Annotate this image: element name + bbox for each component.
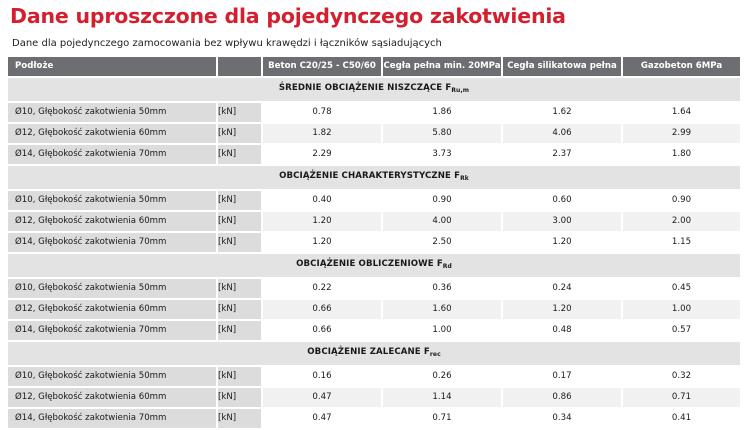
value-cell: 0.45 (623, 279, 740, 300)
value-cell: 1.82 (263, 124, 383, 145)
value-cell: 2.00 (623, 212, 740, 233)
section-row (8, 78, 740, 103)
value-cell: 0.90 (623, 191, 740, 212)
header-row (8, 57, 740, 78)
value-cell: 3.00 (503, 212, 623, 233)
value-cell: 0.71 (383, 409, 503, 430)
row-unit: [kN] (218, 103, 263, 124)
row-label: Ø10, Głębokość zakotwienia 50mm (8, 367, 218, 388)
value-cell: 0.60 (503, 191, 623, 212)
value-cell: 1.64 (623, 103, 740, 124)
value-cell: 0.47 (263, 409, 383, 430)
section-heading-text: OBCIĄŻENIE CHARAKTERYSTYCZNE F (279, 171, 461, 181)
load-table (8, 57, 740, 430)
value-cell: 0.66 (263, 300, 383, 321)
row-unit: [kN] (218, 367, 263, 388)
row-unit: [kN] (218, 388, 263, 409)
row-unit: [kN] (218, 191, 263, 212)
value-cell: 5.80 (383, 124, 503, 145)
value-cell: 1.14 (383, 388, 503, 409)
row-unit: [kN] (218, 409, 263, 430)
table-row (8, 300, 740, 321)
row-unit: [kN] (218, 321, 263, 342)
section-row (8, 342, 740, 367)
value-cell: 0.32 (623, 367, 740, 388)
table-row (8, 279, 740, 300)
value-cell: 0.40 (263, 191, 383, 212)
section-heading-text: OBCIĄŻENIE ZALECANE F (307, 347, 430, 357)
row-label: Ø14, Głębokość zakotwienia 70mm (8, 145, 218, 166)
header-cell-concrete: Beton C20/25 - C50/60 (263, 57, 383, 78)
value-cell: 0.17 (503, 367, 623, 388)
value-cell: 1.60 (383, 300, 503, 321)
section-heading-subscript: rec (429, 351, 441, 358)
value-cell: 0.22 (263, 279, 383, 300)
row-label: Ø12, Głębokość zakotwienia 60mm (8, 212, 218, 233)
value-cell: 0.34 (503, 409, 623, 430)
row-unit: [kN] (218, 300, 263, 321)
value-cell: 4.06 (503, 124, 623, 145)
section-heading (8, 78, 740, 103)
section-heading (8, 254, 740, 279)
value-cell: 2.29 (263, 145, 383, 166)
value-cell: 1.00 (623, 300, 740, 321)
header-cell-aerated-concrete: Gazobeton 6MPa (623, 57, 740, 78)
value-cell: 0.90 (383, 191, 503, 212)
table-row (8, 191, 740, 212)
value-cell: 1.20 (263, 212, 383, 233)
value-cell: 1.00 (383, 321, 503, 342)
row-unit: [kN] (218, 124, 263, 145)
row-label: Ø10, Głębokość zakotwienia 50mm (8, 191, 218, 212)
value-cell: 1.20 (503, 300, 623, 321)
value-cell: 0.57 (623, 321, 740, 342)
row-unit: [kN] (218, 212, 263, 233)
value-cell: 3.73 (383, 145, 503, 166)
value-cell: 0.48 (503, 321, 623, 342)
table-row (8, 124, 740, 145)
section-heading-subscript: Rk (460, 175, 469, 182)
section-row (8, 254, 740, 279)
header-cell-unit (218, 57, 263, 78)
row-label: Ø10, Głębokość zakotwienia 50mm (8, 279, 218, 300)
section-heading-text: ŚREDNIE OBCIĄŻENIE NISZCZĄCE F (278, 83, 452, 93)
table-row (8, 321, 740, 342)
row-label: Ø12, Głębokość zakotwienia 60mm (8, 300, 218, 321)
value-cell: 0.47 (263, 388, 383, 409)
table-header (8, 57, 740, 78)
header-cell-substrate: Podłoże (8, 57, 218, 78)
section-heading-subscript: Ru,m (451, 87, 470, 94)
value-cell: 0.24 (503, 279, 623, 300)
table-row (8, 233, 740, 254)
table-body (8, 78, 740, 430)
value-cell: 2.37 (503, 145, 623, 166)
row-label: Ø12, Głębokość zakotwienia 60mm (8, 124, 218, 145)
value-cell: 0.16 (263, 367, 383, 388)
row-label: Ø12, Głębokość zakotwienia 60mm (8, 388, 218, 409)
row-label: Ø10, Głębokość zakotwienia 50mm (8, 103, 218, 124)
value-cell: 1.15 (623, 233, 740, 254)
table-row (8, 367, 740, 388)
value-cell: 1.20 (503, 233, 623, 254)
table-row (8, 212, 740, 233)
page-subtitle: Dane dla pojedynczego zamocowania bez wpływu krawędzi i łączników sąsiadujących (12, 38, 442, 49)
value-cell: 1.80 (623, 145, 740, 166)
value-cell: 0.36 (383, 279, 503, 300)
value-cell: 0.41 (623, 409, 740, 430)
section-heading (8, 342, 740, 367)
value-cell: 2.99 (623, 124, 740, 145)
value-cell: 0.26 (383, 367, 503, 388)
value-cell: 0.86 (503, 388, 623, 409)
row-label: Ø14, Głębokość zakotwienia 70mm (8, 409, 218, 430)
row-unit: [kN] (218, 279, 263, 300)
header-cell-solid-brick: Cegła pełna min. 20MPa (383, 57, 503, 78)
value-cell: 1.62 (503, 103, 623, 124)
section-heading-subscript: Rd (442, 263, 452, 270)
section-row (8, 166, 740, 191)
value-cell: 4.00 (383, 212, 503, 233)
table-row (8, 103, 740, 124)
table-row (8, 388, 740, 409)
header-cell-silicate-brick: Cegła silikatowa pełna (503, 57, 623, 78)
value-cell: 0.71 (623, 388, 740, 409)
table-row (8, 145, 740, 166)
section-heading (8, 166, 740, 191)
value-cell: 1.20 (263, 233, 383, 254)
value-cell: 1.86 (383, 103, 503, 124)
row-unit: [kN] (218, 233, 263, 254)
page-title: Dane uproszczone dla pojedynczego zakotwienia (10, 4, 566, 28)
value-cell: 2.50 (383, 233, 503, 254)
section-heading-text: OBCIĄŻENIE OBLICZENIOWE F (296, 259, 443, 269)
row-label: Ø14, Głębokość zakotwienia 70mm (8, 233, 218, 254)
row-label: Ø14, Głębokość zakotwienia 70mm (8, 321, 218, 342)
value-cell: 0.78 (263, 103, 383, 124)
value-cell: 0.66 (263, 321, 383, 342)
row-unit: [kN] (218, 145, 263, 166)
